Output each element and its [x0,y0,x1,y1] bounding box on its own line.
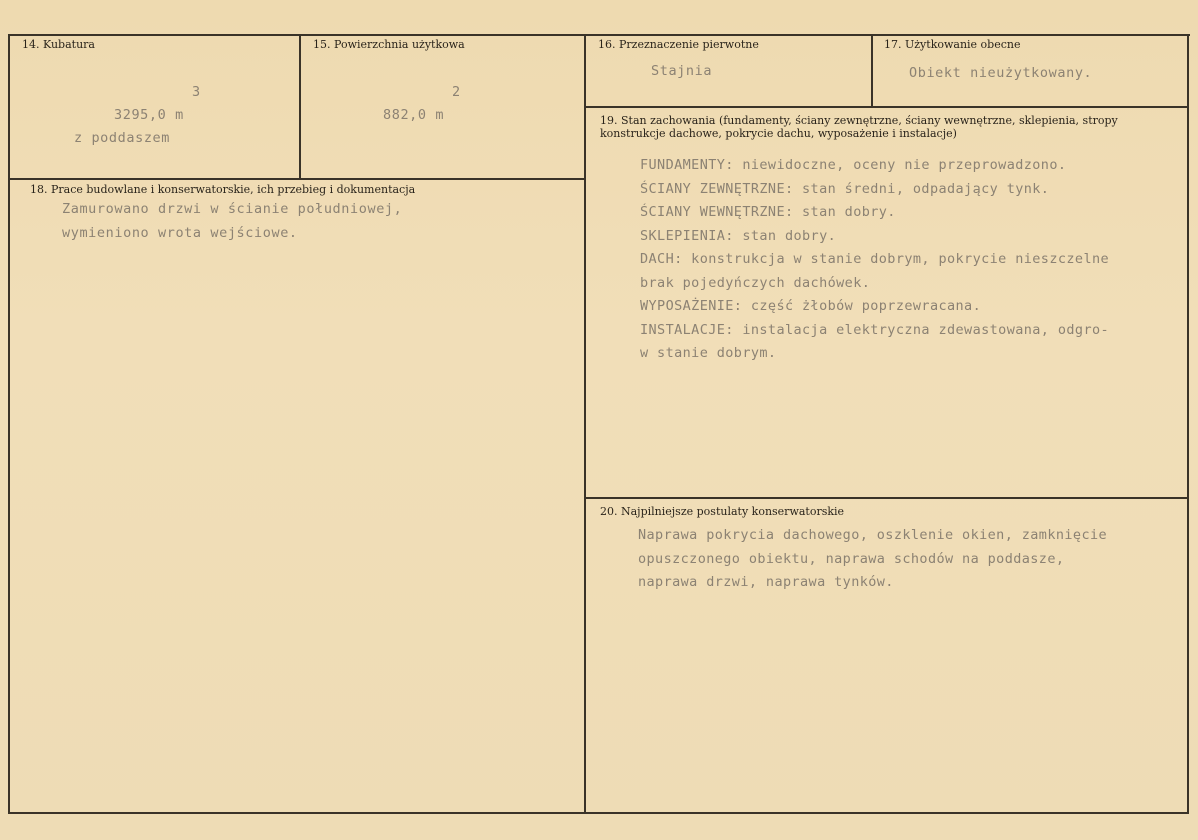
prace-label: 18. Prace budowlane i konserwatorskie, ich przebieg i dokumentacja [30,183,416,196]
stan-line: INSTALACJE: instalacja elektryczna zdewastowana, odgro- [640,321,1110,338]
stan-line: brak pojedyńczych dachówek. [640,274,871,291]
right-border [1187,34,1189,814]
stan-line: WYPOSAŻENIE: część żłobów poprzewracana. [640,298,982,314]
stan-label: 19. Stan zachowania (fundamenty, ściany zewnętrzne, ściany wewnętrzne, sklepienia, stropy konstrukcje dachowe, pokrycie dachu, wyposażenie i instalacje) [600,114,1118,140]
kubatura-note: z poddaszem [74,130,171,146]
left-border [8,34,10,814]
postulaty-line: opuszczonego obiektu, naprawa schodów na poddasze, [638,550,1065,567]
stan-line: ŚCIANY ZEWNĘTRZNE: stan średni, odpadający tynk. [640,180,1050,197]
powierzchnia-exponent: 2 [452,84,461,100]
stan-line: FUNDAMENTY: niewidoczne, oceny nie przeprowadzono. [640,157,1067,173]
prace-line: wymieniono wrota wejściowe. [62,224,298,241]
divider-row-left [8,178,586,180]
kubatura-value: 3295,0 m [114,107,184,123]
stan-text [640,154,1109,366]
stan-line: SKLEPIENIA: stan dobry. [640,227,837,244]
uzytkowanie-value: Obiekt nieużytkowany. [909,65,1093,81]
postulaty-line: naprawa drzwi, naprawa tynków. [638,574,894,590]
bottom-border [8,812,1189,814]
stan-line: DACH: konstrukcja w stanie dobrym, pokrycie nieszczelne [640,251,1110,267]
powierzchnia-value: 882,0 m [383,107,445,123]
stan-line: ŚCIANY WEWNĘTRZNE: stan dobry. [640,204,896,220]
postulaty-line: Naprawa pokrycia dachowego, oszklenie okien, zamknięcie [638,527,1108,543]
przeznaczenie-value: Stajnia [651,63,713,79]
divider-14-15 [299,34,301,178]
postulaty-label: 20. Najpilniejsze postulaty konserwatorskie [600,505,845,518]
divider-main [584,34,586,814]
kubatura-label: 14. Kubatura [22,38,95,51]
przeznaczenie-label: 16. Przeznaczenie pierwotne [598,38,759,51]
divider-row-right-mid [586,497,1189,499]
kubatura-exponent: 3 [192,84,201,100]
prace-line: Zamurowano drzwi w ścianie południowej, [62,201,403,217]
prace-text [62,198,402,245]
uzytkowanie-label: 17. Użytkowanie obecne [884,38,1021,51]
top-border [8,34,1190,36]
powierzchnia-label: 15. Powierzchnia użytkowa [313,38,465,51]
postulaty-text [638,524,1107,595]
divider-16-17 [871,34,873,107]
divider-row-right-top [586,106,1189,108]
stan-line: w stanie dobrym. [640,345,777,361]
